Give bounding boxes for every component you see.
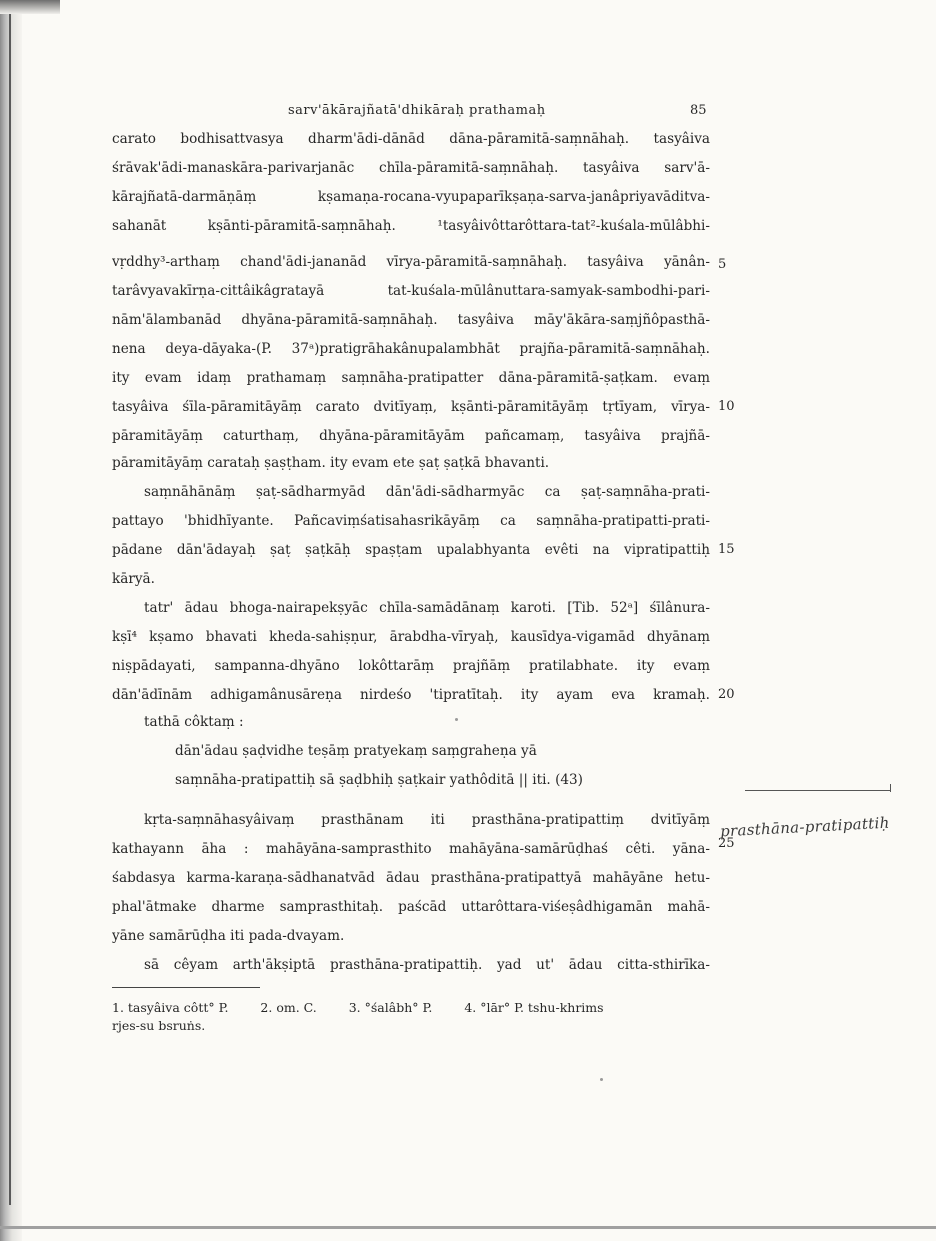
handwritten-margin-note: prasthāna-pratipattiḥ [719, 813, 890, 841]
text-line-26: śabdasya karma-karaṇa-sādhanatvād ādau prasthāna-pratipattyā mahāyāne hetu- [112, 870, 710, 886]
line-number: 25 [718, 836, 735, 851]
line-number: 5 [718, 257, 727, 272]
text-line-15: pādane dān'ādayaḥ ṣaṭ ṣaṭkāḥ spaṣṭam upalabhyanta evêti na vipratipattiḥ [112, 542, 710, 558]
margin-pencil-tick [890, 784, 891, 792]
footnote-rule [112, 987, 260, 988]
text-line-10: tasyâiva śīla-pāramitāyāṃ carato dvitīyaṃ, kṣānti-pāramitāyāṃ tṛtīyam, vīrya- [112, 399, 710, 415]
page-corner-shadow [0, 0, 60, 14]
text-line-20: dān'ādīnām adhigamânusāreṇa nirdeśo 'tipratītaḥ. ity ayam eva kramaḥ. [112, 687, 710, 703]
book-spine-shadow [0, 0, 22, 1241]
page-number: 85 [690, 103, 707, 118]
footnote: 3. °śalâbh° P. [348, 1000, 433, 1015]
running-title: sarv'ākārajñatā'dhikāraḥ prathamaḥ [288, 103, 546, 118]
text-line-11: pāramitāyāṃ caturthaṃ, dhyāna-pāramitāyām pañcamaṃ, tasyâiva prajñā- [112, 428, 710, 444]
text-line-1: carato bodhisattvasya dharm'ādi-dānād dāna-pāramitā-saṃnāhaḥ. tasyâiva [112, 131, 710, 147]
line-number: 10 [718, 399, 735, 414]
text-line-18: kṣī⁴ kṣamo bhavati kheda-sahiṣṇur, ārabdha-vīryaḥ, kausīdya-vigamād dhyānaṃ [112, 629, 710, 645]
text-line-21: tathā côktaṃ : [144, 714, 244, 730]
text-line-14: pattayo 'bhidhīyante. Pañcaviṃśatisahasrikāyāṃ ca saṃnāha-pratipatti-prati- [112, 513, 710, 529]
scan-speck [600, 1078, 603, 1081]
text-line-17: tatr' ādau bhoga-nairapekṣyāc chīla-samādānaṃ karoti. [Tib. 52ᵃ] śīlânura- [144, 600, 710, 616]
text-line-24: kṛta-saṃnāhasyâivaṃ prasthānam iti prasthāna-pratipattiṃ dvitīyāṃ [144, 812, 710, 828]
text-line-16: kāryā. [112, 571, 155, 587]
text-line-7: nām'ālambanād dhyāna-pāramitā-saṃnāhaḥ. tasyâiva māy'ākāra-saṃjñôpasthā- [112, 312, 710, 328]
footnote-line-1 [112, 999, 632, 1017]
text-line-13: saṃnāhānāṃ ṣaṭ-sādharmyād dān'ādi-sādharmyāc ca ṣaṭ-saṃnāha-prati- [144, 484, 710, 500]
page-bottom-edge [0, 1226, 936, 1229]
line-number: 20 [718, 687, 735, 702]
line-number: 15 [718, 542, 735, 557]
scan-speck [455, 718, 458, 721]
text-line-29: sā cêyam arth'ākṣiptā prasthāna-pratipattiḥ. yad ut' ādau citta-sthirīka- [144, 957, 710, 973]
binding-edge-line [9, 10, 11, 1205]
margin-pencil-rule [745, 790, 891, 791]
text-line-9: ity evam idaṃ prathamaṃ saṃnāha-pratipatter dāna-pāramitā-ṣaṭkam. evaṃ [112, 370, 710, 386]
verse-line-1: dān'ādau ṣaḍvidhe teṣāṃ pratyekaṃ saṃgraheṇa yā [175, 743, 537, 759]
text-line-27: phal'ātmake dharme samprasthitaḥ. paścād uttarôttara-viśeṣâdhigamān mahā- [112, 899, 710, 915]
footnote-line-2: rjes-su bsruṅs. [112, 1018, 206, 1033]
footnote: 4. °lār° P. tshu-khrims [464, 1000, 604, 1015]
text-line-28: yāne samārūḍha iti pada-dvayam. [112, 928, 345, 944]
verse-line-2: saṃnāha-pratipattiḥ sā ṣaḍbhiḥ ṣaṭkair yathôditā || iti. (43) [175, 772, 583, 788]
text-line-2: śrāvak'ādi-manaskāra-parivarjanāc chīla-pāramitā-saṃnāhaḥ. tasyâiva sarv'ā- [112, 160, 710, 176]
footnote: 2. om. C. [260, 1000, 317, 1015]
text-line-25: kathayann āha : mahāyāna-samprasthito mahāyāna-samārūḍhaś cêti. yāna- [112, 841, 710, 857]
text-line-5: vṛddhy³-arthaṃ chand'ādi-jananād vīrya-pāramitā-saṃnāhaḥ. tasyâiva yānân- [112, 254, 710, 270]
text-line-19: niṣpādayati, sampanna-dhyāno lokôttarāṃ prajñāṃ pratilabhate. ity evaṃ [112, 658, 710, 674]
text-line-3: kārajñatā-darmāṇāṃ kṣamaṇa-rocana-vyupaparīkṣaṇa-sarva-janâpriyavāditva- [112, 189, 710, 205]
text-line-4: sahanāt kṣānti-pāramitā-saṃnāhaḥ. ¹tasyâivôttarôttara-tat²-kuśala-mūlâbhi- [112, 218, 710, 234]
text-line-12: pāramitāyāṃ carataḥ ṣaṣṭham. ity evam ete ṣaṭ ṣaṭkā bhavanti. [112, 455, 550, 471]
text-line-8: nena deya-dāyaka-(P. 37ᵃ)pratigrāhakânupalambhāt prajña-pāramitā-saṃnāhaḥ. [112, 341, 710, 357]
footnote: 1. tasyâiva côtt° P. [112, 1000, 229, 1015]
text-line-6: tarâvyavakīrṇa-cittâikâgratayā tat-kuśala-mūlânuttara-samyak-sambodhi-pari- [112, 283, 710, 299]
